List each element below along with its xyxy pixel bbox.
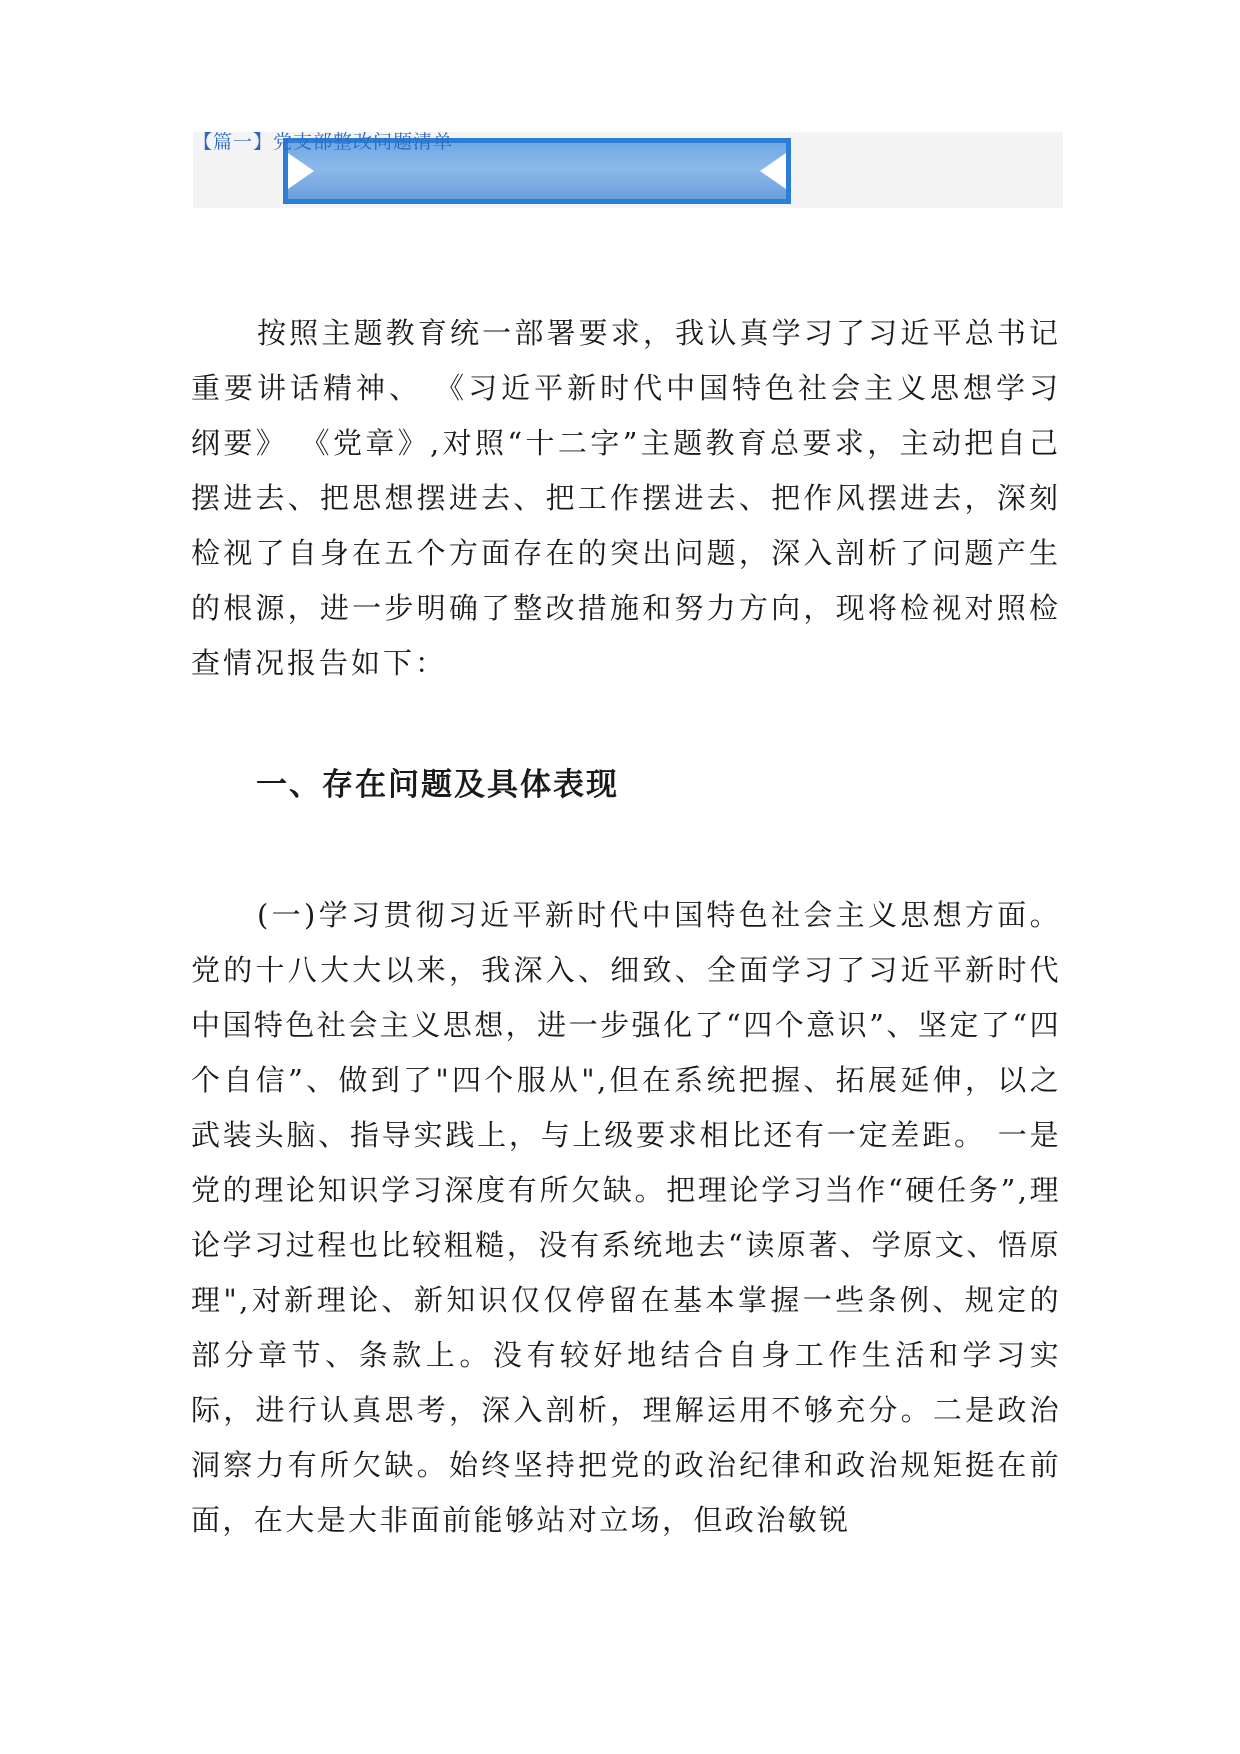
section-paragraph: (一)学习贯彻习近平新时代中国特色社会主义思想方面。党的十八大大以来，我深入、细致、全面学习了习近平新时代中国特色社会主义思想，进一步强化了“四个意识”、坚定了“四个自信”、做到了"四个服从",但在系统把握、拓展延伸，以之武装头脑、指导实践上，与上级要求相比还有一定差距。 一是党的理论知识学习深度有所欠缺。把理论学习当作“硬任务”,理论学习过程也比较粗糙，没有系统地去“读原著、学原文、悟原理",对新理论、新知识仅仅停留在基本掌握一些条例、规定的部分章节、条款上。没有较好地结合自身工作生活和学习实际，进行认真思考，深入剖析，理解运用不够充分。二是政治洞察力有所欠缺。始终坚持把党的政治纪律和政治规矩挺在前面，在大是大非面前能够站对立场，但政治敏锐 xyxy=(191,898,1062,1537)
section-heading: 一、存在问题及具体表现 xyxy=(256,767,619,803)
ribbon-notch-left-icon xyxy=(288,153,314,189)
ribbon-notch-right-icon xyxy=(760,153,786,189)
banner-title: 【篇一】党支部整改问题清单 xyxy=(193,131,454,153)
intro-paragraph: 按照主题教育统一部署要求，我认真学习了习近平总书记重要讲话精神、 《习近平新时代中国特色社会主义思想学习纲要》 《党章》,对照“十二字”主题教育总要求，主动把自己摆进去、把思想摆进去、把工作摆进去、把作风摆进去，深刻检视了自身在五个方面存在的突出问题，深入剖析了问题产生的根源，进一步明确了整改措施和努力方向，现将检视对照检查情况报告如下： xyxy=(191,316,1061,680)
